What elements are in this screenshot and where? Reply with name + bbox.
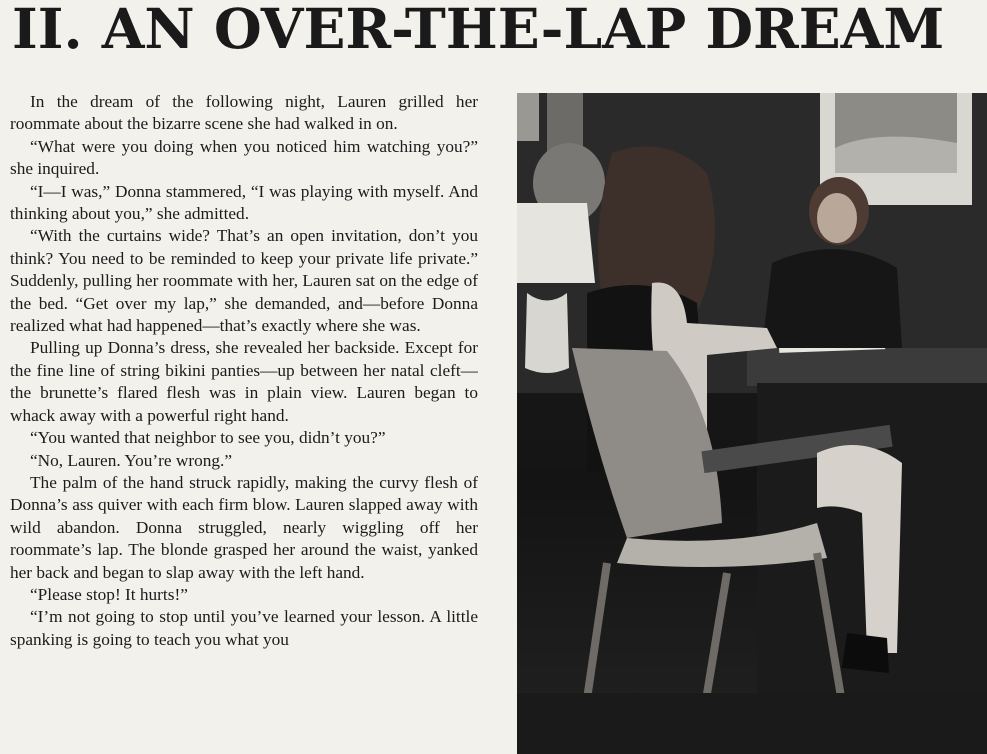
paragraph: “What were you doing when you noticed him watching you?” she inquired. <box>10 136 478 179</box>
paragraph: Pulling up Donna’s dress, she revealed her backside. Except for the fine line of string bikini panties—up between her natal cleft—the brunette’s flared flesh was in plain view. Lauren began to whack away with a powerful right hand. <box>10 338 478 425</box>
paragraph: The palm of the hand struck rapidly, making the curvy flesh of Donna’s ass quiver with each firm blow. Lauren slapped away with wild abandon. Donna struggled, nearly wiggling off her roommate’s lap. The blonde grasped her around the waist, yanked her back and began to slap away with the left hand. <box>10 472 478 582</box>
paragraph: In the dream of the following night, Lauren grilled her roommate about the bizarre scene she had walked in on. <box>10 92 478 134</box>
paragraph: “Please stop! It hurts!” <box>30 584 188 604</box>
photo <box>517 93 987 754</box>
paragraph: “No, Lauren. You’re wrong.” <box>30 450 233 470</box>
paragraph: “I—I was,” Donna stammered, “I was playing with myself. And thinking about you,” she admitted. <box>10 181 478 224</box>
paragraph: “I’m not going to stop until you’ve learned your lesson. A little spanking is going to teach you what you <box>10 607 478 649</box>
paragraph: “With the curtains wide? That’s an open invitation, don’t you think? You need to be reminded to keep your private life private.” Suddenly, pulling her roommate with her, Lauren sat on the edge of the bed. “Get over my lap,” she demanded, and—before Donna realized what had happened—that’s exactly where she was. <box>10 226 478 336</box>
article-body <box>10 91 478 754</box>
paragraph: “You wanted that neighbor to see you, didn’t you?” <box>30 428 386 448</box>
photo-illustration <box>517 93 987 754</box>
page-title: II. AN OVER-THE-LAP DREAM <box>12 0 945 61</box>
